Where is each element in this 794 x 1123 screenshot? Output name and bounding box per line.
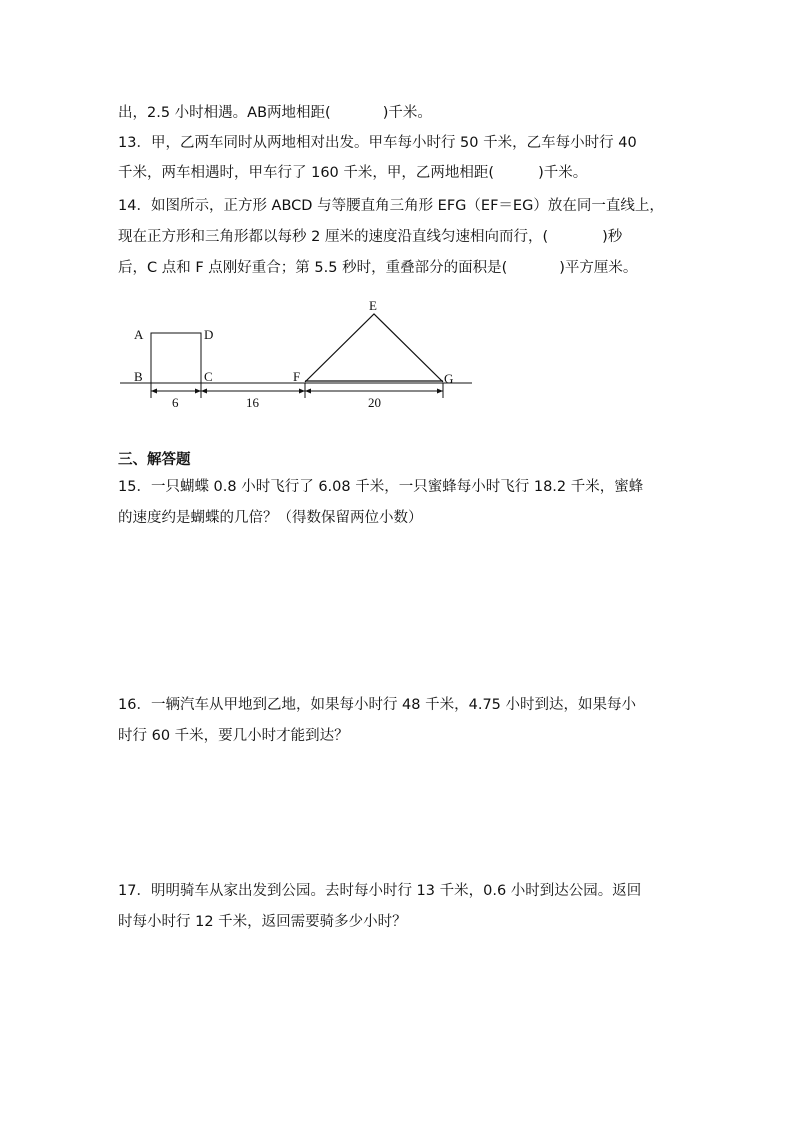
line-q14-1: [118, 196, 664, 216]
arrowhead: [305, 389, 311, 394]
line-q15-2: [118, 508, 423, 528]
arrowhead: [195, 389, 201, 394]
q14-text-d: )平方厘米。: [559, 260, 638, 276]
label-b: B: [134, 369, 143, 384]
label-f: F: [293, 369, 301, 384]
q16-text: 16．一辆汽车从甲地到乙地，如果每小时行 48 千米，4.75 小时到达，如果每小: [118, 697, 637, 713]
q12-text-b: )千米。: [382, 105, 432, 121]
line-q14-3: [118, 258, 637, 278]
label-e: E: [369, 298, 377, 313]
q16-text-2: 时行 60 千米，要几小时才能到达？: [118, 728, 349, 744]
q17-text-2: 时每小时行 12 千米，返回需要骑多少小时？: [118, 914, 407, 930]
section-heading-answers: 三、解答题: [118, 452, 191, 468]
line-q17-2: [118, 912, 407, 932]
label-c: C: [204, 369, 213, 384]
square-abcd: [151, 333, 201, 383]
q15-text-2: 的速度约是蝴蝶的几倍？（得数保留两位小数）: [118, 510, 423, 526]
dim-label-cf: 16: [246, 395, 259, 410]
line-q13-2: [118, 163, 587, 183]
line-q12-tail: [118, 103, 432, 123]
line-q16-2: [118, 726, 349, 746]
q12-text-a: 出，2.5 小时相遇。AB两地相距(: [118, 105, 331, 121]
line-q15-1: [118, 477, 643, 497]
q14-text-c: 后，C 点和 F 点刚好重合；第 5.5 秒时，重叠部分的面积是(: [118, 260, 508, 276]
triangle-efg: [305, 314, 443, 382]
q13-text: 13．甲，乙两车同时从两地相对出发。甲车每小时行 50 千米，乙车每小时行 40: [118, 135, 637, 151]
q15-text: 15．一只蝴蝶 0.8 小时飞行了 6.08 千米，一只蜜蜂每小时飞行 18.2 千米，蜜蜂: [118, 479, 644, 495]
q13-text-a: 千米，两车相遇时，甲车行了 160 千米，甲，乙两地相距(: [118, 165, 495, 181]
label-g: G: [444, 371, 454, 386]
q14-text-a: 现在正方形和三角形都以每秒 2 厘米的速度沿直线匀速相向而行，(: [118, 229, 549, 245]
arrowhead: [151, 389, 157, 394]
dim-label-bc: 6: [172, 395, 179, 410]
line-q16-1: [118, 695, 636, 715]
arrowhead: [437, 389, 443, 394]
label-d: D: [204, 327, 214, 342]
label-a: A: [134, 327, 144, 342]
q13-text-b: )千米。: [538, 165, 588, 181]
q17-text: 17．明明骑车从家出发到公园。去时每小时行 13 千米，0.6 小时到达公园。返回: [118, 883, 642, 899]
q14-text: 14．如图所示，正方形 ABCD 与等腰直角三角形 EFG（EF＝EG）放在同一直线上，: [118, 198, 664, 214]
line-q14-2: [118, 227, 622, 247]
dim-label-fg: 20: [368, 395, 381, 410]
q14-text-b: )秒: [602, 229, 623, 245]
line-q17-1: [118, 881, 641, 901]
geometry-figure: [110, 295, 490, 420]
arrowhead: [201, 389, 207, 394]
line-q13-1: [118, 133, 637, 153]
arrowhead: [299, 389, 305, 394]
